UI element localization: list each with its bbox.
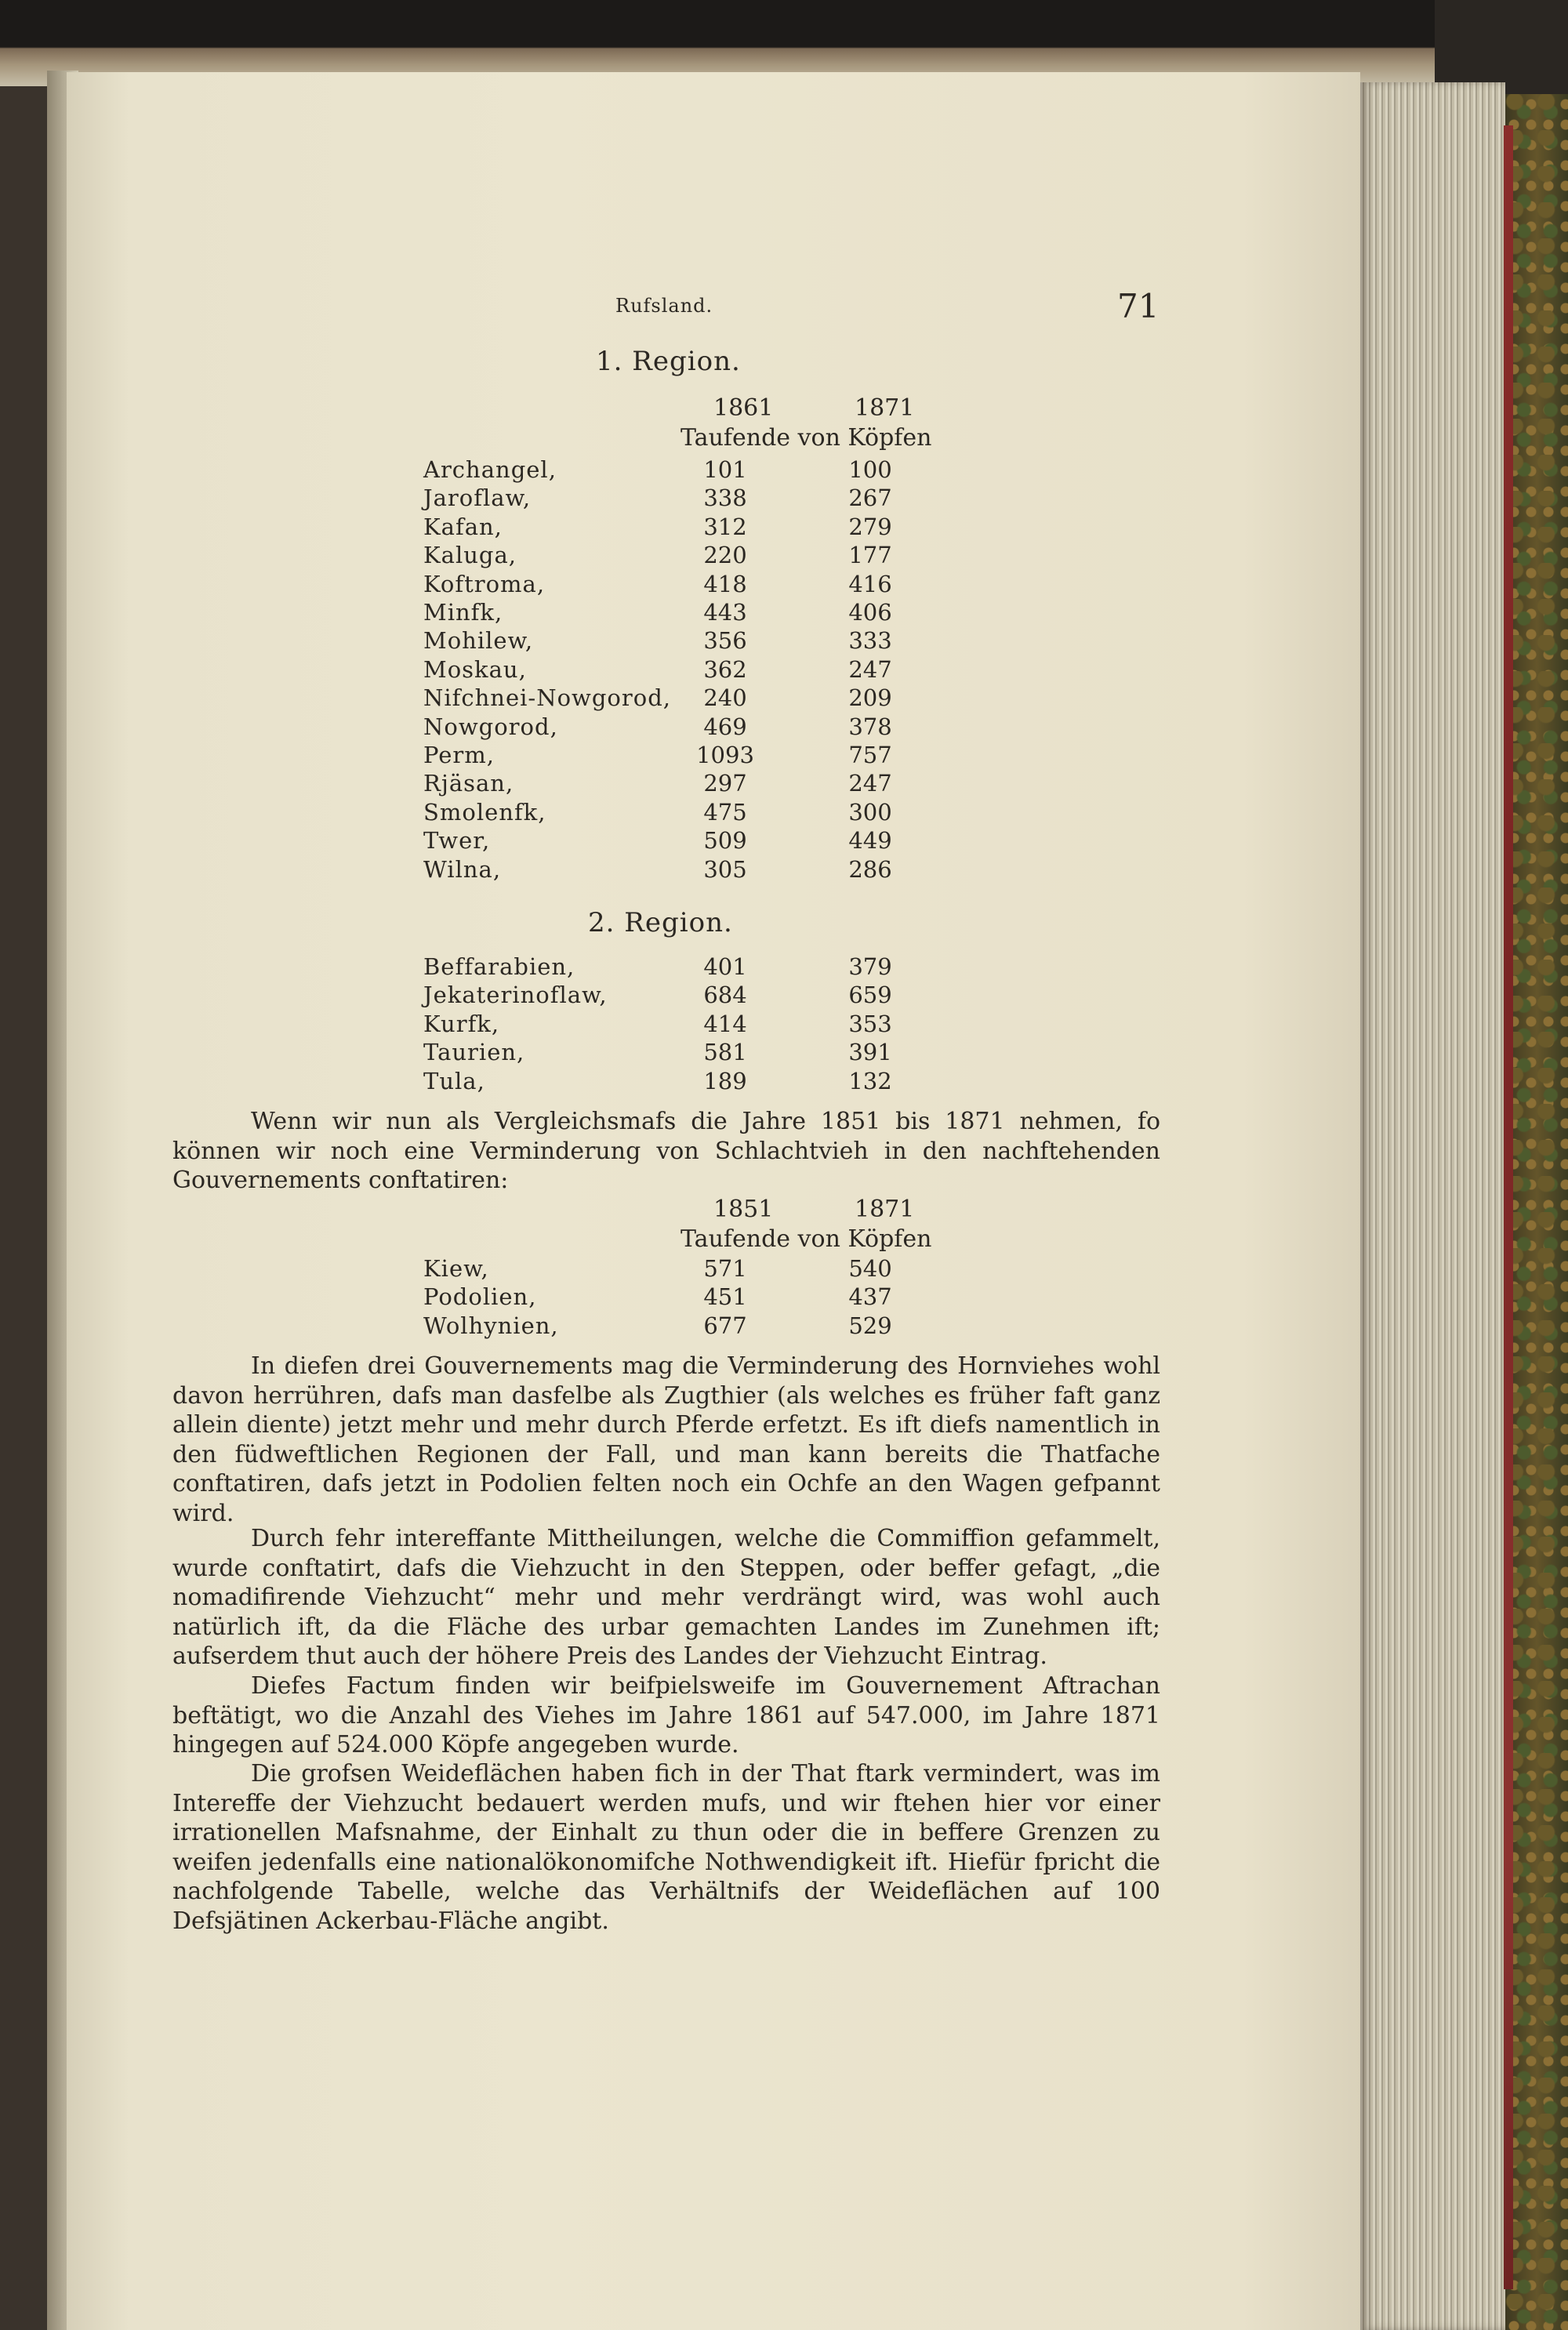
paragraph-steppen-text: Durch fehr intereffante Mittheilungen, welche die Commiffion gefammelt, wurde conftatirt, dafs die Viehzucht in den Steppen, oder beffer gefagt, „die nomadifirende Viehzucht“ mehr und mehr verdrängt wird, was wohl auch natürlich ift, da die Fläche des urbar gemachten Landes im Zunehmen ift; aufserdem thut auch der höhere Preis des Landes der Viehzucht Eintrag. — [172, 1525, 1160, 1670]
row-value-first: 509 — [703, 827, 747, 855]
row-name: Taurien, — [423, 1039, 525, 1066]
row-value-first: 684 — [703, 982, 747, 1009]
table-row — [423, 953, 1051, 984]
row-name: Archangel, — [423, 456, 557, 483]
row-value-second: 100 — [848, 456, 892, 483]
paragraph-steppen — [172, 1524, 1160, 1671]
row-value-first: 356 — [703, 627, 747, 655]
table-row — [423, 570, 1051, 601]
table-row — [423, 772, 1051, 800]
row-value-first: 297 — [703, 770, 747, 797]
row-value-second: 416 — [848, 570, 892, 597]
row-name: Kafan, — [423, 513, 503, 540]
row-value-second: 391 — [848, 1039, 892, 1066]
row-name: Moskau, — [423, 655, 527, 683]
row-value-second: 449 — [848, 827, 892, 855]
table-row — [423, 627, 1051, 658]
row-name: Jekaterinoflaw, — [423, 982, 608, 1009]
table-row — [423, 1041, 1051, 1069]
table-row — [423, 456, 1051, 487]
row-value-second: 247 — [848, 655, 892, 683]
row-value-first: 451 — [703, 1283, 747, 1311]
row-value-first: 443 — [703, 599, 747, 626]
row-value-second: 300 — [848, 798, 892, 826]
row-value-first: 475 — [703, 798, 747, 826]
table-row — [423, 1255, 1051, 1286]
row-value-second: 333 — [848, 627, 892, 655]
paragraph-hornvieh — [172, 1352, 1160, 1528]
row-name: Kaluga, — [423, 542, 517, 569]
running-head: Rufsland. — [615, 295, 713, 317]
table-row — [423, 1283, 1051, 1314]
row-value-second: 132 — [848, 1067, 892, 1094]
table-row — [423, 1067, 1051, 1098]
row-name: Nifchnei-Nowgorod, — [423, 684, 672, 712]
table-row — [423, 829, 1051, 858]
paragraph-intro — [172, 1107, 1160, 1196]
table-row — [423, 798, 1051, 829]
paragraph-astrachan-text: Diefes Factum finden wir beifpielsweife im Gouvernement Aftrachan beftätigt, wo die Anzahl des Viehes im Jahre 1861 auf 547.000, im Jahre 1871 hingegen auf 524.000 Köpfe angegeben wurde. — [172, 1672, 1160, 1758]
row-value-second: 286 — [848, 855, 892, 883]
row-value-first: 401 — [703, 953, 747, 980]
region-1-title: 1. Region. — [596, 346, 741, 377]
paragraph-intro-text: Wenn wir nun als Vergleichsmafs die Jahre 1851 bis 1871 nehmen, fo können wir noch eine Verminderung von Schlachtvieh in den nachftehenden Gouvernements conftatiren: — [172, 1108, 1160, 1194]
row-value-first: 1093 — [696, 742, 754, 768]
paragraph-weideflaechen — [172, 1759, 1160, 1936]
row-value-first: 418 — [703, 570, 747, 597]
row-value-second: 247 — [848, 770, 892, 797]
row-name: Jaroflaw, — [423, 485, 532, 512]
row-value-first: 101 — [703, 456, 747, 483]
table-row — [423, 1312, 1051, 1343]
col-year-1871-b: 1871 — [855, 1196, 915, 1223]
table-row — [423, 513, 1051, 544]
row-value-second: 353 — [848, 1010, 892, 1037]
row-name: Kurfk, — [423, 1010, 500, 1037]
row-value-second: 177 — [848, 542, 892, 569]
row-value-second: 279 — [848, 513, 892, 540]
row-value-first: 414 — [703, 1010, 747, 1037]
row-value-first: 571 — [703, 1255, 747, 1282]
row-value-first: 677 — [703, 1312, 747, 1339]
cover-spine-edge — [1504, 125, 1513, 2289]
row-value-second: 437 — [848, 1283, 892, 1311]
unit-label: Taufende von Köpfen — [681, 424, 932, 452]
row-value-first: 338 — [703, 485, 747, 512]
table-row — [423, 984, 1051, 1012]
book-page — [67, 72, 1360, 2330]
row-value-second: 379 — [848, 953, 892, 980]
row-value-first: 469 — [703, 713, 747, 740]
paragraph-astrachan — [172, 1671, 1160, 1760]
row-name: Wolhynien, — [423, 1312, 559, 1339]
row-name: Kiew, — [423, 1255, 489, 1282]
table-row — [423, 1010, 1051, 1041]
row-name: Twer, — [423, 827, 491, 855]
table-row — [423, 744, 1051, 772]
table-row — [423, 684, 1051, 715]
table-row — [423, 601, 1051, 630]
row-name: Koftroma, — [423, 570, 546, 597]
page-edges — [1360, 82, 1505, 2330]
table-row — [423, 655, 1051, 687]
row-value-first: 240 — [703, 684, 747, 712]
unit-label-b: Taufende von Köpfen — [681, 1225, 932, 1253]
row-name: Wilna, — [423, 855, 502, 883]
row-value-first: 305 — [703, 855, 747, 883]
row-name: Nowgorod, — [423, 713, 558, 740]
row-name: Podolien, — [423, 1283, 537, 1311]
row-value-first: 312 — [703, 513, 747, 540]
row-name: Smolenfk, — [423, 798, 546, 826]
row-name: Beffarabien, — [423, 953, 575, 980]
col-year-1871: 1871 — [855, 394, 915, 422]
row-value-first: 189 — [703, 1067, 747, 1094]
row-value-second: 540 — [848, 1255, 892, 1282]
region-2-title: 2. Region. — [588, 907, 733, 938]
table-row — [423, 544, 1051, 572]
row-value-first: 220 — [703, 542, 747, 569]
page-number: 71 — [1117, 287, 1160, 325]
row-value-second: 659 — [848, 982, 892, 1009]
row-name: Minfk, — [423, 599, 503, 626]
row-value-second: 406 — [848, 599, 892, 626]
paragraph-weideflaechen-text: Die grofsen Weideflächen haben fich in der That ftark vermindert, was im Intereffe der Viehzucht bedauert werden mufs, und wir ftehen hier vor einer irrationellen Mafsnahme, der Einhalt zu thun oder die in beffere Grenzen zu weifen jedenfalls eine nationalökonomifche Nothwendigkeit ift. Hiefür fpricht die nachfolgende Tabelle, welche das Verhältnifs der Weideflächen auf 100 Defsjätinen Ackerbau-Fläche angibt. — [172, 1760, 1160, 1935]
paragraph-hornvieh-text: In diefen drei Gouvernements mag die Verminderung des Hornviehes wohl davon herrühren, dafs man dasfelbe als Zugthier (als welches es früher faft ganz allein diente) jetzt mehr und mehr durch Pferde erfetzt. Es ift diefs namentlich in den füdweftlichen Regionen der Fall, und man kann bereits die Thatfache conftatiren, dafs jetzt in Podolien felten noch ein Ochfe an den Wagen gefpannt wird. — [172, 1352, 1160, 1527]
row-value-second: 757 — [848, 742, 892, 768]
col-year-1861: 1861 — [713, 394, 774, 422]
row-name: Tula, — [423, 1067, 485, 1094]
marbled-cover — [1505, 94, 1568, 2330]
row-value-second: 529 — [848, 1312, 892, 1339]
row-value-first: 362 — [703, 655, 747, 683]
table-row — [423, 855, 1051, 887]
row-name: Rjäsan, — [423, 770, 514, 797]
row-name: Perm, — [423, 742, 495, 768]
table-row — [423, 713, 1051, 744]
row-value-first: 581 — [703, 1039, 747, 1066]
table-row — [423, 487, 1051, 515]
row-value-second: 267 — [848, 485, 892, 512]
row-value-second: 209 — [848, 684, 892, 712]
col-year-1851: 1851 — [713, 1196, 774, 1223]
row-name: Mohilew, — [423, 627, 534, 655]
row-value-second: 378 — [848, 713, 892, 740]
